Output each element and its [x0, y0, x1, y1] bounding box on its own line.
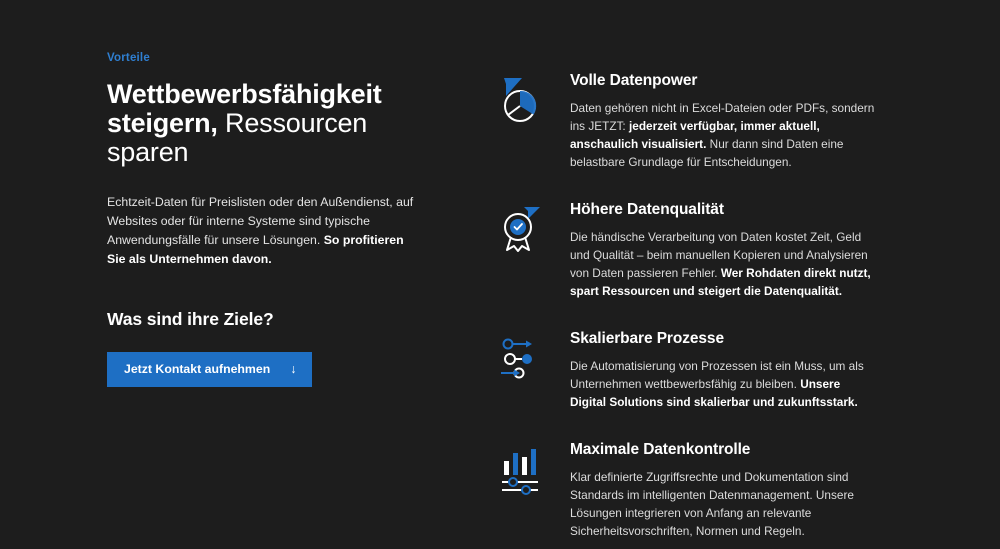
feature-text	[570, 99, 878, 171]
page-title	[107, 80, 437, 167]
feature-text-bold: jederzeit verfügbar, immer aktuell, anschaulich visualisiert.	[570, 119, 820, 151]
feature-text	[570, 228, 878, 300]
quality-badge-icon	[490, 201, 552, 257]
feature-item	[490, 72, 890, 171]
left-column	[107, 52, 437, 387]
feature-title: Maximale Datenkontrolle	[570, 441, 751, 458]
workflow-nodes-icon	[490, 330, 552, 386]
goals-question: Was sind ihre Ziele?	[107, 309, 274, 329]
feature-item	[490, 201, 890, 300]
feature-item	[490, 441, 890, 540]
feature-body	[552, 330, 878, 411]
cta-label: Jetzt Kontakt aufnehmen	[124, 362, 271, 377]
feature-title: Volle Datenpower	[570, 72, 698, 89]
feature-body	[552, 201, 878, 300]
contact-cta-button[interactable]	[107, 352, 312, 387]
headline-rest: Ressourcen sparen	[107, 108, 368, 167]
intro-emphasis: So profitieren Sie als Unternehmen davon.	[107, 233, 404, 266]
intro-text: Echtzeit-Daten für Preislisten oder den Außendienst, auf Websites oder für interne Systeme sind typische Anwendungsfälle für unsere Lösungen.	[107, 195, 414, 247]
features-list	[490, 72, 890, 540]
feature-text	[570, 468, 878, 540]
feature-text-part2: Nur dann sind Daten eine belastbare Grundlage für Entscheidungen.	[570, 137, 844, 169]
headline-strong: Wettbewerbsfähigkeit steigern,	[107, 79, 382, 138]
feature-text-bold: Unsere Digital Solutions sind skalierbar und zukunftsstark.	[570, 377, 858, 409]
feature-body	[552, 441, 878, 540]
arrow-down-icon: ↓	[290, 362, 297, 376]
dashboard-sliders-icon	[490, 441, 552, 497]
feature-item	[490, 330, 890, 411]
feature-text-part1: Die Automatisierung von Prozessen ist ein Muss, um als Unternehmen wettbewerbsfähig zu bleiben.	[570, 359, 864, 391]
feature-text-part1: Klar definierte Zugriffsrechte und Dokumentation sind Standards im intelligenten Datenmanagement. Unsere Lösungen integrieren von Anfang an relevante Sicherheitsvorschriften, Normen und Regeln.	[570, 470, 854, 538]
feature-text-part1: Die händische Verarbeitung von Daten kostet Zeit, Geld und Qualität – beim manuellen Kopieren und Analysieren von Daten passieren Fehler.	[570, 230, 868, 280]
pie-chart-icon	[490, 72, 552, 128]
feature-title: Skalierbare Prozesse	[570, 330, 724, 347]
feature-body	[552, 72, 878, 171]
feature-text	[570, 357, 878, 411]
intro-paragraph	[107, 193, 422, 269]
feature-text-bold: Wer Rohdaten direkt nutzt, spart Ressourcen und steigert die Datenqualität.	[570, 266, 871, 298]
section-eyebrow: Vorteile	[107, 52, 150, 64]
feature-text-part1: Daten gehören nicht in Excel-Dateien oder PDFs, sondern ins JETZT:	[570, 101, 875, 133]
feature-title: Höhere Datenqualität	[570, 201, 724, 218]
